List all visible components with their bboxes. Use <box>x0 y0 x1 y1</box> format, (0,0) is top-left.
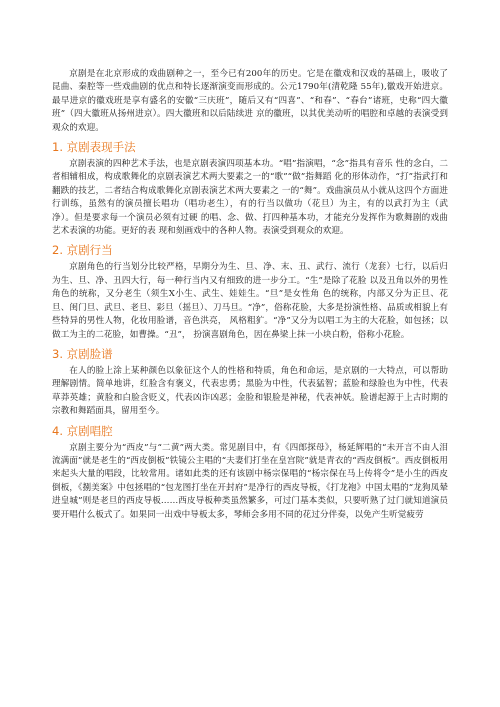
section-title-performance: 1. 京剧表现手法 <box>52 140 136 155</box>
section-text-facial-makeup: 在人的脸上涂上某种颜色以象征这个人的性格和特质，角色和命运，是京剧的一大特点，可以帮助理解剧情。简单地讲，红脸含有褒义，代表忠勇；黑脸为中性，代表猛智；蓝脸和绿脸也为中性，代表草莽英雄；黄脸和白脸含贬义，代表凶诈凶恶；金脸和银脸是神秘，代表神妖。脸谱起源于上古时期的宗教和舞蹈面具，留用至今。 <box>52 365 448 417</box>
section-text-singing: 京剧主要分为“西皮”与“二黄”两大类。常见剧目中，有《四郎探母》，杨延辉唱的“未开言不由人泪流满面”就是老生的“西皮倒板”铁镜公主唱的“夫妻们打坐在皇宫院”就是青衣的“西皮倒板”。西皮倒板用来起头大量的唱段，比较常用。诸如此类的还有该剧中杨宗保唱的“杨宗保在马上传将令”是小生的西皮倒板，《捌美案》中包拯唱的“包龙图打坐在开封府”是净行的西皮导板，《打龙袍》中国太唱的“龙狗凤辇进皇城”则是老旦的西皮导板……西皮导板种类虽然繁多，可过门基本类似，只要听熟了过门就知道演员要开唱什么板式了。如果同一出戏中导板太多，琴师会多用不同的花过分伴奏，以免产生听觉疲劳 <box>52 442 448 520</box>
section-title-facial-makeup: 3. 京剧脸谱 <box>52 346 113 361</box>
section-title-singing: 4. 京剧唱腔 <box>52 423 113 438</box>
section-text-performance: 京剧表演的四种艺术手法，也是京剧表演四项基本功。“唱”指演唱，“念”指具有音乐 性的念白，二者相辅相成，构成歌舞化的京剧表演艺术两大要素之一的“歌”“做”指舞蹈 化的形体动作，“打”指武打和翻跌的技艺，二者结合构成歌舞化京剧表演艺术两大要素之 一的“舞”。戏曲演员从小就从这四个方面进行训练，虽然有的演员擅长唱功（唱功老生），有的行当以做功（花旦）为主，有的以武打为主（武净）。但是要求每一个演员必须有过硬 的唱、念、做、打四种基本功，才能充分发挥作为歌舞剧的戏曲艺术表演的功能。更好的表 现和刻画戏中的各种人物。表演受到观众的欢迎。 <box>52 159 448 237</box>
intro-paragraph: 京剧是在北京形成的戏曲剧种之一，至今已有200年的历史。它是在徽戏和汉戏的基础上，吸收了昆曲、秦腔等一些戏曲剧的优点和特长逐渐演变而形成的。公元1790年(清乾隆 55年),徽戏开始进京。最早进京的徽戏班是享有盛名的安徽“三庆班”，随后又有“四喜”、“和春”、“春台”诸班，史称“四大徽班”（四大徽班从扬州进京）。四大徽班和以后陆续进 京的徽班，以其优美动听的唱腔和卓越的表演受到观众的欢迎。 <box>52 69 448 133</box>
section-text-roles: 京剧角色的行当划分比较严格，早期分为生、旦、净、末、丑、武行、流行（龙套）七行，以后归为生、旦、净、丑四大行，每一种行当内又有细致的进一步分工。“生”是除了花脸 以及丑角以外的男性角色的统称，又分老生（须生X小生、武生、娃娃生。“旦”是女性角 色的统称，内部又分为正旦、花旦、闺门旦、武旦、老旦、彩旦（摇旦）、刀马旦。“净”，俗称花脸，大多是扮演性格、品质或相貌上有些特异的男性人物，化妆用脸谱，音色洪亮， 风格粗犷。“净”又分为以唱工为主的大花脸，如包拯；以做工为主的二花脸，如曹操。“丑”， 扮演喜剧角色，因在鼻梁上抹一小块白粉，俗称小花脸。 <box>52 262 448 340</box>
section-title-roles: 2. 京剧行当 <box>52 243 113 258</box>
